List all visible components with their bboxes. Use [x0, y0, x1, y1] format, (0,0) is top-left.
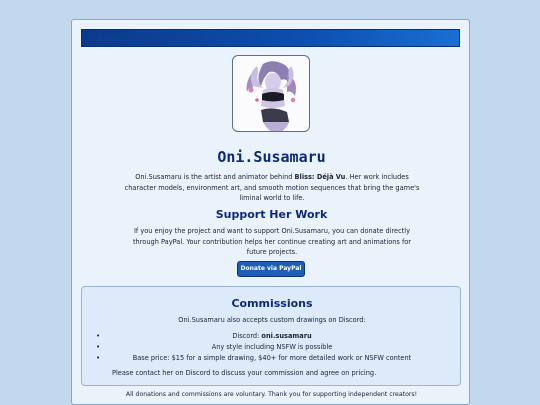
commissions-outro: Please contact her on Discord to discuss your commission and agree on pricing.	[112, 369, 377, 377]
bullet-icon: •	[96, 354, 101, 362]
discord-handle: oni.susamaru	[261, 332, 312, 340]
window-titlebar: Support Oni.Susamaru	[81, 29, 460, 47]
bio-suffix: . Her work includes character models, environment art, and smooth motion sequences that bring the game's liminal world to life.	[124, 173, 420, 202]
bio-game-title: Bliss: Déjà Vu	[294, 173, 346, 181]
support-text: If you enjoy the project and want to support Oni.Susamaru, you can donate directly through PayPal. Your contribution helps her continue creating art and animations for future projects.	[132, 227, 412, 256]
commissions-panel	[81, 286, 461, 386]
bio-prefix: Oni.Susamaru is the artist and animator behind	[135, 173, 295, 181]
list-item	[82, 331, 462, 342]
list-item	[82, 342, 462, 353]
portrait-drawing	[233, 56, 310, 132]
footer-note: All donations and commissions are voluntary. Thank you for supporting independent creators!	[125, 391, 418, 398]
bullet-icon: •	[96, 343, 101, 351]
character-portrait-icon	[232, 55, 310, 132]
list-item	[82, 353, 462, 364]
commission-item-prefix: Base price: $15 for a simple drawing, $40+ for more detailed work or NSFW content	[132, 354, 412, 362]
commission-item-prefix: Any style including NSFW is possible	[211, 343, 333, 351]
commission-item-prefix: Discord:	[232, 332, 262, 340]
donate-paypal-button[interactable]: Donate via PayPal	[237, 261, 305, 277]
commissions-heading: Commissions	[231, 297, 313, 310]
artist-name: Oni.Susamaru	[217, 148, 326, 166]
commissions-list	[82, 331, 462, 364]
support-window	[71, 19, 470, 405]
bullet-icon: •	[96, 332, 101, 340]
support-heading: Support Her Work	[215, 208, 328, 221]
commissions-intro: Oni.Susamaru also accepts custom drawings on Discord:	[178, 316, 366, 324]
artist-bio	[124, 172, 420, 204]
